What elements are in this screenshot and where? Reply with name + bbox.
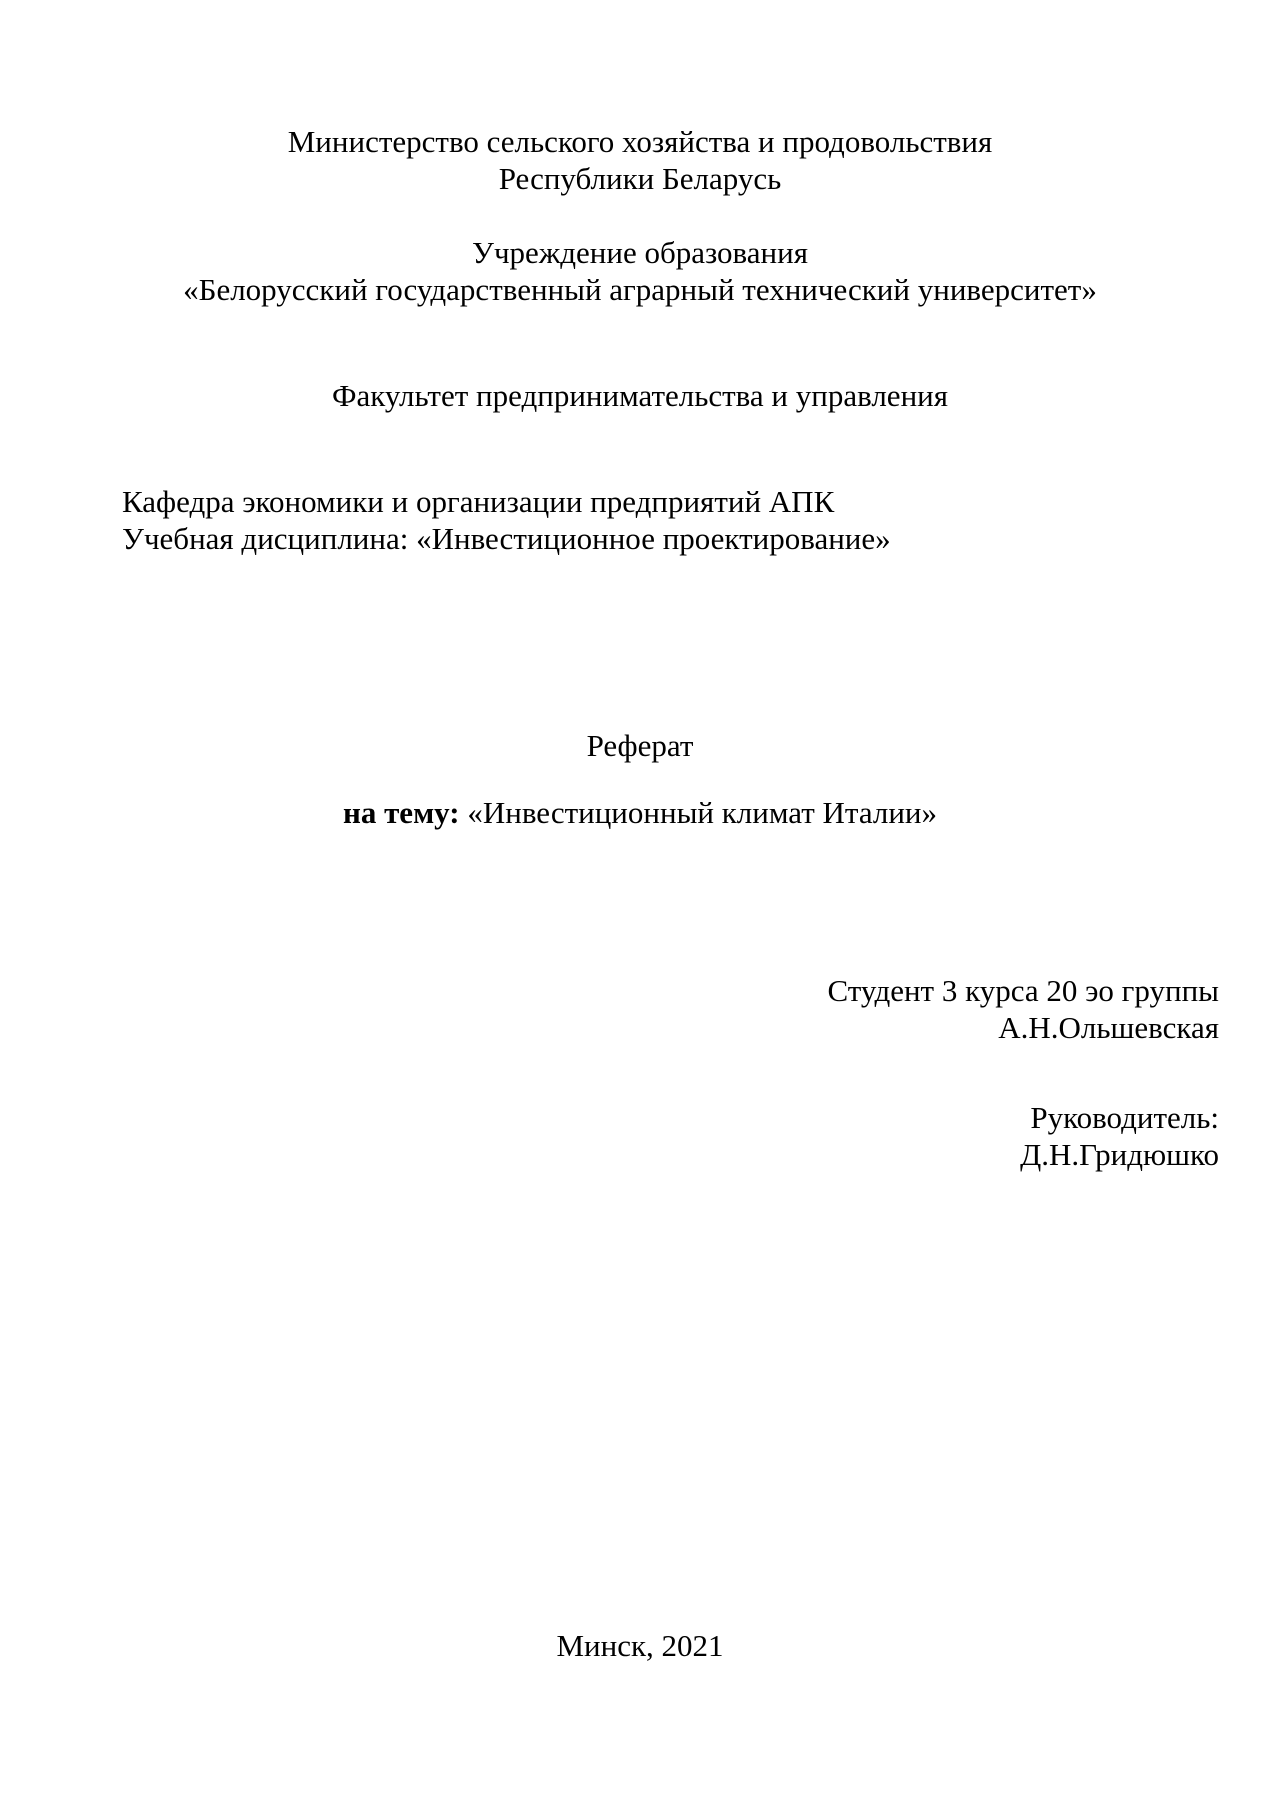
department-chair: Кафедра экономики и организации предприятий АПК — [122, 484, 835, 519]
work-type-heading: Реферат — [586, 728, 694, 763]
supervisor-name: Д.Н.Гридюшко — [1020, 1137, 1219, 1172]
student-name: А.Н.Ольшевская — [998, 1010, 1219, 1045]
student-line: Студент 3 курса 20 эо группы — [827, 973, 1219, 1008]
discipline-name: Учебная дисциплина: «Инвестиционное проектирование» — [122, 521, 891, 556]
topic-title: «Инвестиционный климат Италии» — [467, 795, 938, 830]
institution-line-1: Учреждение образования — [472, 235, 808, 270]
supervisor-label: Руководитель: — [1030, 1100, 1219, 1135]
faculty-name: Факультет предпринимательства и управления — [331, 378, 949, 413]
institution-line-2: «Белорусский государственный аграрный технический университет» — [183, 272, 1097, 307]
ministry-line-2: Республики Беларусь — [498, 161, 782, 196]
topic-prefix: на тему: — [342, 795, 460, 830]
ministry-line-1: Министерство сельского хозяйства и продовольствия — [287, 124, 993, 159]
city-year: Минск, 2021 — [556, 1628, 724, 1663]
work-topic — [0, 794, 1280, 832]
